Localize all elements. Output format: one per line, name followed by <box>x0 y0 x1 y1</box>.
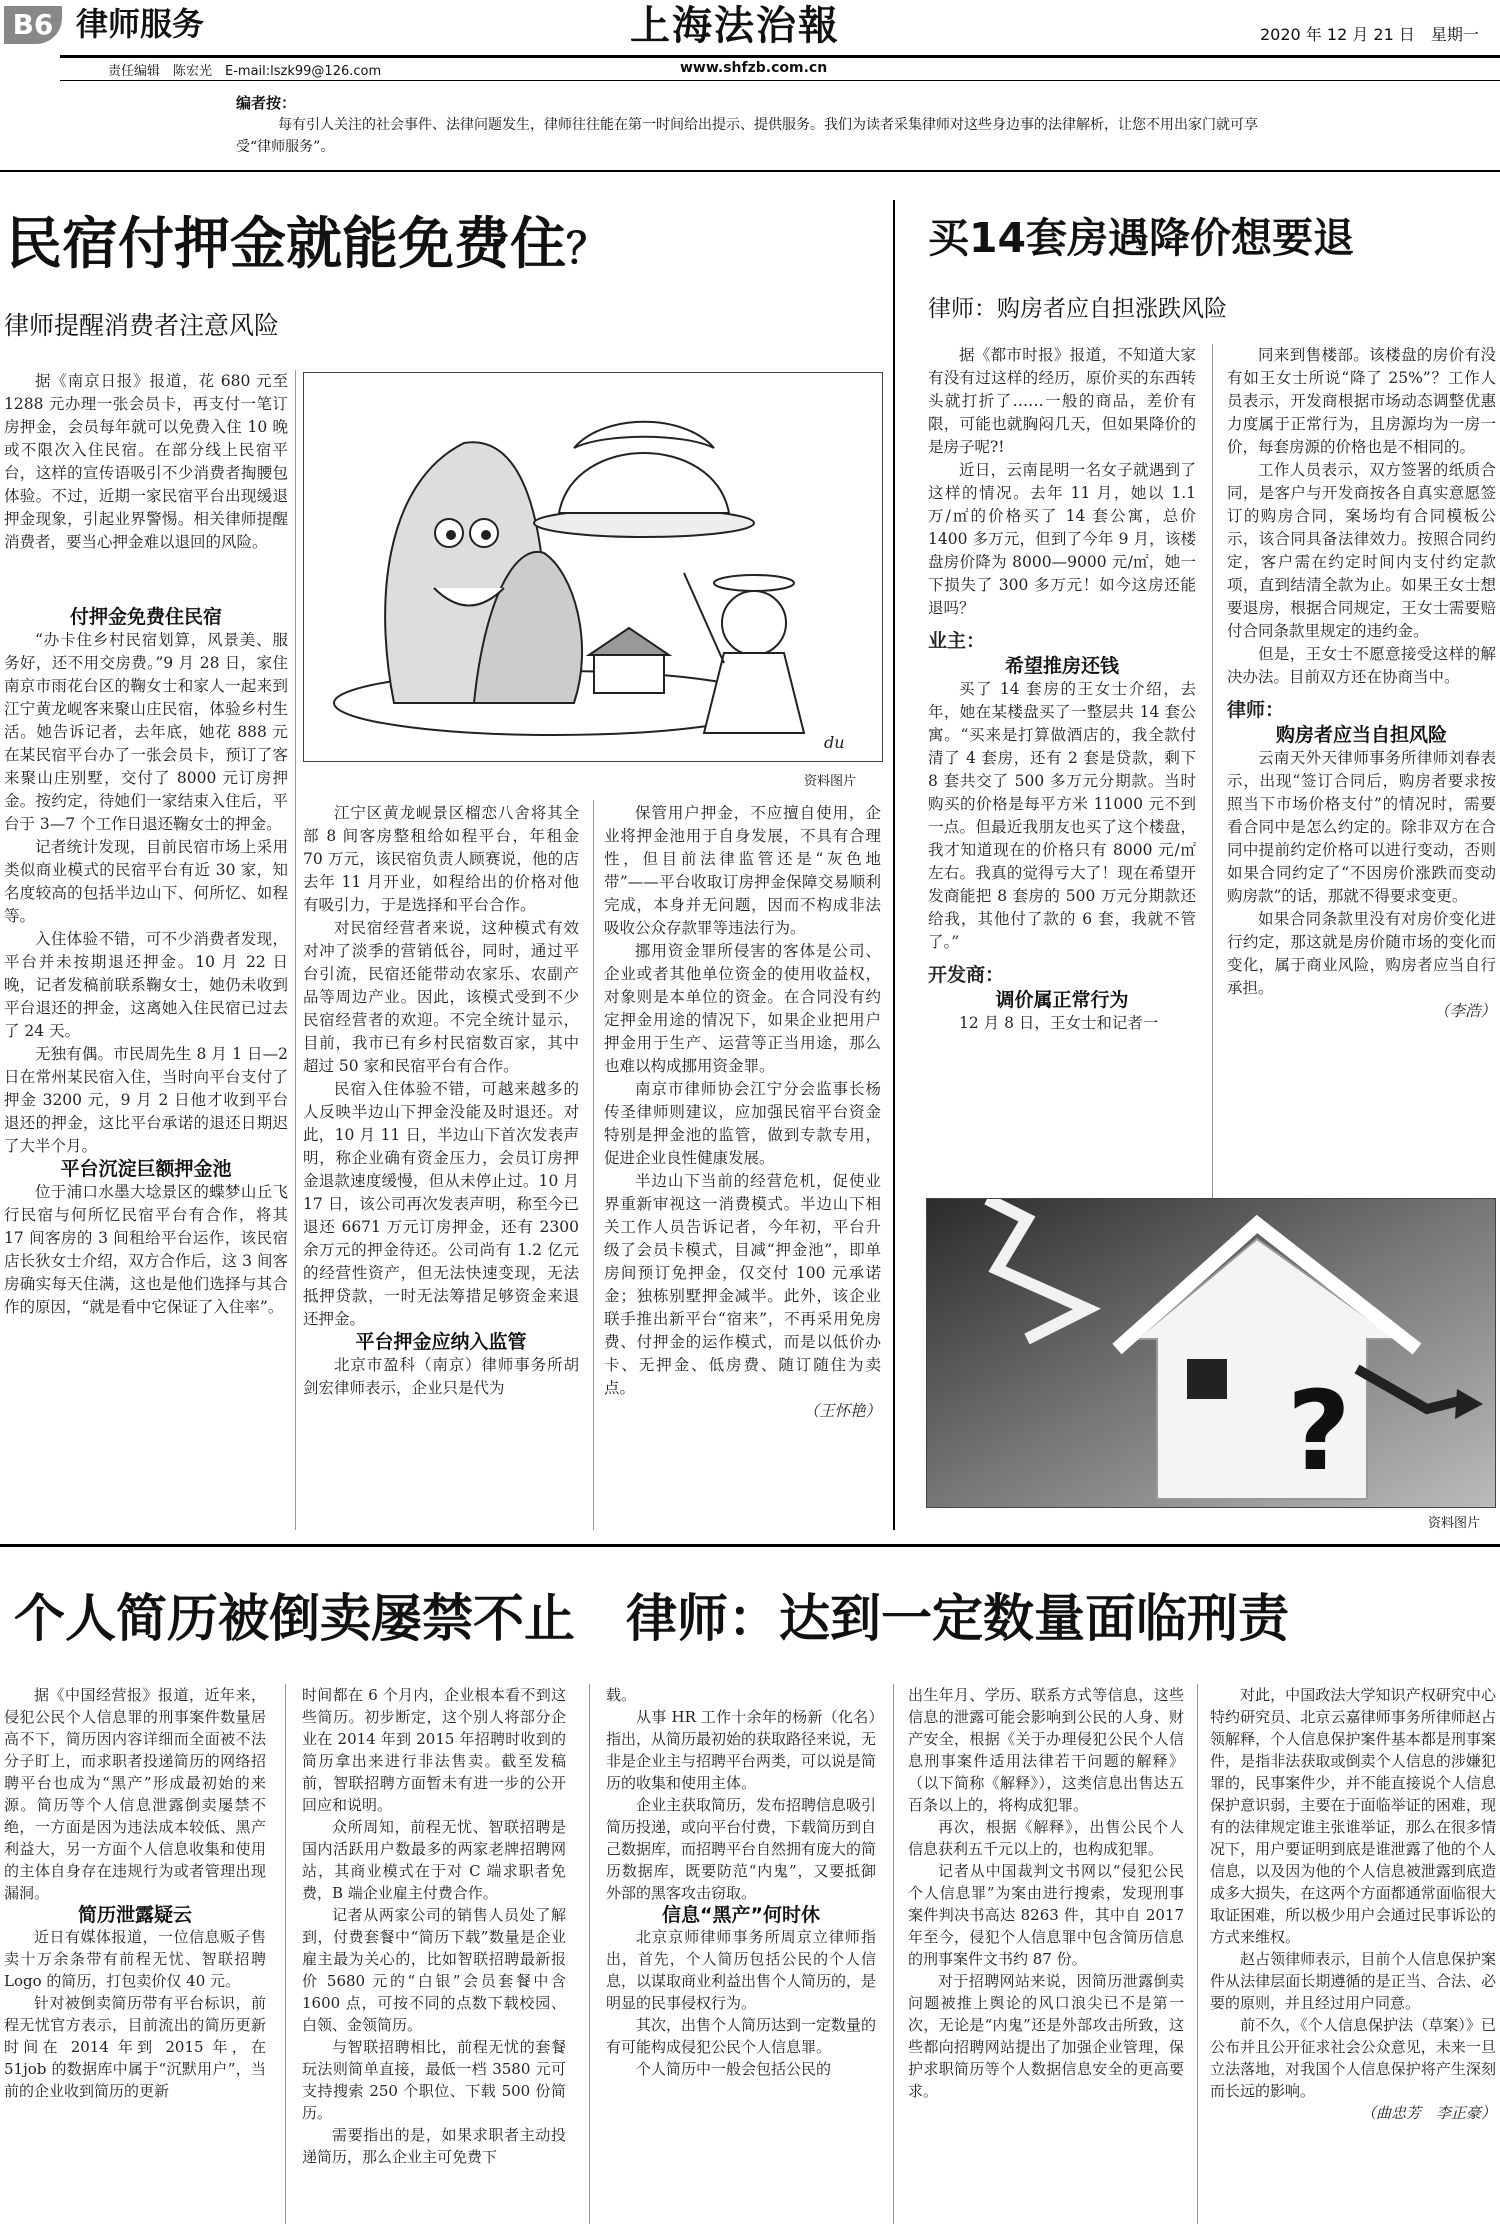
paragraph: 保管用户押金，不应擅自使用，企业将押金池用于自身发展，不具有合理性，但目前法律监管还是“灰色地带”——平台收取订房押金保障交易顺利完成，本身并无问题，因而不构成非法吸收公众存款罪等违法行为。 <box>604 804 881 937</box>
column-divider <box>295 370 296 1530</box>
paragraph: “办卡住乡村民宿划算，风景美、服务好，还不用交房费。”9 月 28 日，家住南京市雨花台区的鞠女士和家人一起来到江宁黄龙岘客来聚山庄民宿，体验乡村生活。她告诉记者，去年底，她花 888 元在某民宿平台办了一张会员卡，预订了客来聚山庄别墅，交付了 8000 元订房押金。按约定，待她们一家结束入住后，平台于 3—7 个工作日退还鞠女士的押金。 <box>4 631 288 833</box>
paragraph: 江宁区黄龙岘景区榴恋八舍将其全部 8 间客房整租给如程平台，年租金 70 万元，该民宿负责人顾赛说，他的店去年 11 月开业，如程给出的价格对他有吸引力，于是选择和平台合作。 <box>303 804 579 914</box>
issue-date: 2020 年 12 月 21 日 星期一 <box>1260 25 1479 44</box>
subheading: 信息“黑产”何时休 <box>662 1904 820 1926</box>
article3-title: 个人简历被倒卖屡禁不止 律师：达到一定数量面临刑责 <box>14 1590 1290 1649</box>
paragraph: 再次，根据《解释》，出售公民个人信息获利五千元以上的，也构成犯罪。 <box>908 1818 1184 1858</box>
subheading: 购房者应当自担风险 <box>1275 724 1447 746</box>
article3-column-3 <box>606 1684 876 2080</box>
article1-column-1 <box>4 370 288 554</box>
section-title: 律师服务 <box>76 5 205 43</box>
masthead-rule-thin <box>60 80 1500 81</box>
paragraph: 据《中国经营报》报道，近年来，侵犯公民个人信息罪的刑事案件数量居高不下，简历因内容详细而全面被不法分子盯上，而求职者投递简历的网络招聘平台也成为“黑产”形成最初始的来源。简历等个人信息泄露倒卖屡禁不绝，一方面是因为违法成本较低、黑产利益大，另一方面个人信息收集和使用的主体自身存在违规行为或者管理出现漏洞。 <box>4 1686 266 1902</box>
house-price-image <box>926 1198 1496 1508</box>
label: 律师： <box>1227 699 1285 721</box>
cartoon-illustration <box>303 372 883 762</box>
page-badge: B6 <box>4 6 62 44</box>
column-divider <box>1212 344 1213 1200</box>
paragraph: 买了 14 套房的王女士介绍，去年，她在某楼盘买了一整层共 14 套公寓。“买来是打算做酒店的，我全款付清了 4 套房，还有 2 套是贷款，剩下 8 套共交了 500 多万元分期款。当时购买的价格是每平方米 11000 元不到一点。但最近我朋友也买了这个楼盘，我才知道现在的价格只有 8000 元/㎡左右。我真的觉得亏大了！现在希望开发商能把 8 套房的 500 万元分期款还给我，其他付了款的 6 套，我就不管了。” <box>928 680 1196 951</box>
label: 业主： <box>928 630 986 652</box>
article1-image-caption: 资料图片 <box>804 774 857 789</box>
paragraph: 民宿入住体验不错，可越来越多的人反映半边山下押金没能及时退还。对此，10 月 11 日，半边山下首次发表声明，称企业确有资金压力，会员订房押金退款速度缓慢，但从未停止过。10 月 17 日，该公司再次发表声明，称至今已退还 6671 万元订房押金，还有 2300 余万元的押金待还。公司尚有 1.2 亿元的经营性资产，但无法快速变现，无法抵押贷款，一时无法筹措足够资金来退还押金。 <box>303 1080 579 1328</box>
paragraph: 入住体验不错，可不少消费者发现，平台并未按期退还押金。10 月 22 日晚，记者发稿前联系鞠女士，她仍未收到平台退还的押金，这离她入住民宿已过去了 24 天。 <box>4 930 288 1040</box>
subheading: 简历泄露疑云 <box>77 1904 192 1926</box>
paper-name: 上海法治報 <box>630 2 840 49</box>
paragraph: 挪用资金罪所侵害的客体是公司、企业或者其他单位资金的使用收益权，对象则是本单位的资金。在合同没有约定押金用途的情况下，如果企业把用户押金用于生产、运营等正当用途，那么也难以构成挪用资金罪。 <box>604 942 881 1075</box>
paragraph: 如果合同条款里没有对房价变化进行约定，那这就是房价随市场的变化而变化，属于商业风险，购房者应当自行承担。 <box>1227 910 1496 997</box>
paragraph: 对民宿经营者来说，这种模式有效对冲了淡季的营销低谷，同时，通过平台引流，民宿还能带动农家乐、农副产品等周边产业。因此，该模式受到不少民宿经营者的欢迎。不完全统计显示，目前，我市已有乡村民宿数百家，其中超过 50 家和民宿平台有合作。 <box>303 919 579 1075</box>
paragraph: 针对被倒卖简历带有平台标识，前程无忧官方表示，目前流出的简历更新时间在 2014 年到 2015 年，在 51job 的数据库中属于“沉默用户”，当前的企业收到简历的更新 <box>4 1994 266 2100</box>
editor-line: 责任编辑 陈宏光 E-mail:lszk99@126.com <box>108 64 382 79</box>
paragraph: 赵占领律师表示，目前个人信息保护案件从法律层面长期遵循的是正当、合法、必要的原则，并且经过用户同意。 <box>1210 1950 1496 2012</box>
column-divider <box>593 800 594 1530</box>
paragraph: 但是，王女士不愿意接受这样的解决办法。目前双方还在协商当中。 <box>1227 645 1496 686</box>
paragraph: 记者从中国裁判文书网以“侵犯公民个人信息罪”为案由进行搜索，发现刑事案件判决书高达 8263 件，其中自 2017 年至今，侵犯个人信息罪中包含简历信息的刑事案件文书约 87 份。 <box>908 1862 1184 1968</box>
svg-text:du: du <box>824 733 845 752</box>
paragraph: 北京市盈科（南京）律师事务所胡剑宏律师表示，企业只是代为 <box>303 1356 579 1397</box>
paragraph: 南京市律师协会江宁分会监事长杨传圣律师则建议，应加强民宿平台资金特别是押金池的监管，做到专款专用，促进企业良性健康发展。 <box>604 1080 881 1167</box>
column-divider <box>589 1684 590 2224</box>
section-divider <box>0 1544 1500 1547</box>
article2-column-1 <box>928 344 1196 1035</box>
label: 开发商： <box>928 964 1005 986</box>
masthead-rule <box>60 55 1500 58</box>
paragraph: 载。 <box>606 1686 637 1704</box>
article1-column-3 <box>604 802 881 1423</box>
editor-note-rule <box>0 170 1500 172</box>
article1-subtitle: 律师提醒消费者注意风险 <box>4 311 280 340</box>
paragraph: 近日，云南昆明一名女子就遇到了这样的情况。去年 11 月，她以 1.1 万/㎡的价格买了 14 套公寓，总价 1400 多万元，但到了今年 9 月，该楼盘房价降为 8000—9000 元/㎡，她一下损失了 300 多万元！如今这房还能退吗？ <box>928 461 1196 617</box>
signature: （曲忠芳 李正豪） <box>1360 2104 1496 2122</box>
paragraph: 工作人员表示，双方签署的纸质合同，是客户与开发商按各自真实意愿签订的购房合同，案场均有合同模板公示，该合同具备法律效力。按照合同约定，客户需在约定时间内支付约定款项，直到结清全款为止。如果王女士想要退房，根据合同规定，王女士需要赔付合同条款里规定的违约金。 <box>1227 461 1496 640</box>
article2-subtitle: 律师：购房者应自担涨跌风险 <box>928 296 1227 322</box>
paragraph: 众所周知，前程无忧、智联招聘是国内活跃用户数最多的两家老牌招聘网站，其商业模式在于对 C 端求职者免费，B 端企业雇主付费合作。 <box>302 1818 566 1902</box>
column-divider <box>1197 1684 1198 2224</box>
article2-title: 买14套房遇降价想要退 <box>928 214 1355 262</box>
paragraph: 记者从两家公司的销售人员处了解到，付费套餐中“简历下载”数量是企业雇主最为关心的，比如智联招聘最新报价 5680 元的“白银”会员套餐中含 1600 点，可按不同的点数下载校园、白领、金领简历。 <box>302 1906 566 2034</box>
paragraph: 位于浦口水墨大埝景区的蝶梦山丘飞行民宿与何所忆民宿平台有合作，将其 17 间客房的 3 间租给平台运作，该民宿店长狄女士介绍，双方合作后，这 3 间客房确实每天住满，这也是他们选择与其合作的原因，“就是看中它保证了入住率”。 <box>4 1183 288 1316</box>
paragraph: 出生年月、学历、联系方式等信息，这些信息的泄露可能会影响到公民的人身、财产安全，根据《关于办理侵犯公民个人信息刑事案件适用法律若干问题的解释》（以下简称《解释》），这类信息出售达五百条以上的，将构成犯罪。 <box>908 1686 1184 1814</box>
subheading: 平台沉淀巨额押金池 <box>60 1158 232 1180</box>
article3-column-4 <box>908 1684 1184 2102</box>
article2-image-caption: 资料图片 <box>1428 1516 1481 1531</box>
subheading: 付押金免费住民宿 <box>69 606 222 628</box>
paragraph: 记者统计发现，目前民宿市场上采用类似商业模式的民宿平台有近 30 家，知名度较高的包括半边山下、何所忆、如程等。 <box>4 838 288 925</box>
svg-text:?: ? <box>1287 1367 1351 1495</box>
editor-note-text: 每有引人关注的社会事件、法律问题发生，律师往往能在第一时间给出提示、提供服务。我们为读者采集律师对这些身边事的法律解析，让您不用出家门就可享受“律师服务”。 <box>236 117 1258 155</box>
paragraph: 与智联招聘相比，前程无忧的套餐玩法则简单直接，最低一档 3580 元可支持搜索 250 个职位、下载 500 份简历。 <box>302 2038 566 2122</box>
paragraph: 前不久，《个人信息保护法（草案）》已公布并且公开征求社会公众意见，未来一旦立法落地，对我国个人信息保护将产生深刻而长远的影响。 <box>1210 2016 1496 2100</box>
paragraph: 其次，出售个人简历达到一定数量的有可能构成侵犯公民个人信息罪。 <box>606 2016 877 2056</box>
article1-title-text: 民宿付押金就能免费住 <box>6 212 566 277</box>
article1-column-1b <box>4 606 288 1319</box>
paragraph: 个人简历中一般会包括公民的 <box>636 2060 832 2078</box>
paragraph: 12 月 8 日，王女士和记者一 <box>959 1014 1159 1032</box>
signature: （李浩） <box>1433 1002 1496 1020</box>
article3-column-2 <box>302 1684 566 2168</box>
paragraph: 企业主获取简历，发布招聘信息吸引简历投递，或向平台付费，下载简历到自己数据库，而招聘平台自然拥有庞大的简历数据库，既要防范“内鬼”，又要抵御外部的黑客攻击窃取。 <box>606 1796 877 1902</box>
paragraph: 北京京师律师事务所周京立律师指出，首先，个人简历包括公民的个人信息，以谋取商业利益出售个人简历的，是明显的民事侵权行为。 <box>606 1928 877 2012</box>
signature: （王怀艳） <box>803 1402 881 1420</box>
article2-column-2 <box>1227 344 1496 1023</box>
paragraph: 对此，中国政法大学知识产权研究中心特约研究员、北京云嘉律师事务所律师赵占领解释，个人信息保护案件基本都是刑事案件，是指非法获取或倒卖个人信息的涉嫌犯罪的，民事案件少，并不能直接说个人信息保护意识弱，主要在于面临举证的困难，现有的法律规定谁主张谁举证，那么在很多情况下，用户要证明到底是谁泄露了他的个人信息，以及因为他的个人信息被泄露到底造成多大损失，在这两个方面都通常面临很大取证困难，所以极少用户会通过民事诉讼的方式来维权。 <box>1210 1686 1496 1946</box>
subheading: 平台押金应纳入监管 <box>355 1331 527 1353</box>
paragraph: 需要指出的是，如果求职者主动投递简历，那么企业主可免费下 <box>302 2126 566 2166</box>
paragraph: 对于招聘网站来说，因简历泄露倒卖问题被推上舆论的风口浪尖已不是第一次，无论是“内鬼”还是外部攻击所致，这些都向招聘网站提出了加强企业管理，保护求职简历等个人数据信息安全的更高要求。 <box>908 1972 1184 2100</box>
article1-title-mark: ？ <box>566 224 609 273</box>
paragraph: 据《南京日报》报道，花 680 元至 1288 元办理一张会员卡，再支付一笔订房押金，会员每年就可以免费入住 10 晚或不限次入住民宿。在部分线上民宿平台，这样的宣传语吸引不少消费者掏腰包体验。不过，近期一家民宿平台出现缓退押金现象，引起业界警惕。相关律师提醒消费者，要当心押金难以退回的风险。 <box>4 372 288 551</box>
article3-column-5 <box>1210 1684 1496 2124</box>
paragraph: 云南天外天律师事务所律师刘春表示，出现“签订合同后，购房者要求按照当下市场价格支付”的情况时，需要看合同中是怎么约定的。除非双方在合同中提前约定价格可以进行变动，否则如果合同约定了“不因房价涨跌而变动购房款”的话，那就不得要求变更。 <box>1227 749 1496 905</box>
paragraph: 同来到售楼部。该楼盘的房价有没有如王女士所说“降了 25%”？工作人员表示，开发商根据市场动态调整优惠力度属于正常行为，且房源均为一房一价，每套房源的价格也是不相同的。 <box>1227 346 1496 456</box>
paragraph: 近日有媒体报道，一位信息贩子售卖十万余条带有前程无忧、智联招聘 Logo 的简历，打包卖价仅 40 元。 <box>4 1928 266 1990</box>
article1-column-2 <box>303 802 579 1400</box>
article1-title <box>6 210 608 284</box>
subheading: 调价属正常行为 <box>995 989 1129 1011</box>
subheading: 希望推房还钱 <box>1004 655 1119 677</box>
paragraph: 半边山下当前的经营危机，促使业界重新审视这一消费模式。半边山下相关工作人员告诉记者，今年初，平台升级了会员卡模式，目减“押金池”，即单房间预订免押金，仅交付 100 元承诺金；独栋别墅押金减半。此外，该企业联手推出新平台“宿来”，不再采用免房费、付押金的运作模式，而是以低价办卡、无押金、低房费、随订随住为卖点。 <box>604 1172 881 1397</box>
paragraph: 时间都在 6 个月内，企业根本看不到这些简历。初步断定，这个别人将部分企业在 2014 年到 2015 年招聘时收到的简历拿出来进行非法售卖。截至发稿前，智联招聘方面暂未有进一步的公开回应和说明。 <box>302 1686 566 1814</box>
article3-column-1 <box>4 1684 266 2102</box>
article-divider <box>893 200 895 1530</box>
paragraph: 据《都市时报》报道，不知道大家有没有过这样的经历，原价买的东西转头就打折了……一般的商品，差价有限，可能也就胸闷几天，但如果降价的是房子呢?! <box>928 346 1196 456</box>
column-divider <box>893 1684 894 2224</box>
paragraph: 从事 HR 工作十余年的杨新（化名）指出，从简历最初始的获取路径来说，无非是企业主与招聘平台两类，可以说是简历的收集和使用主体。 <box>606 1708 877 1792</box>
paragraph: 无独有偶。市民周先生 8 月 1 日—2 日在常州某民宿入住，当时向平台支付了押金 3200 元，9 月 2 日他才收到平台退还的押金，这比平台承诺的退还日期迟了大半个月。 <box>4 1045 288 1155</box>
website[interactable]: www.shfzb.com.cn <box>680 60 828 76</box>
editor-note-label: 编者按： <box>236 94 297 112</box>
column-divider <box>285 1684 286 2224</box>
